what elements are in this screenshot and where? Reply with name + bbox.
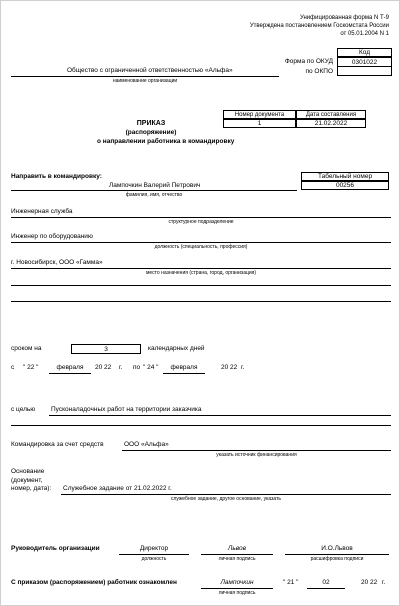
tab-number-header (301, 172, 389, 181)
order-subtitle: (распоряжение) (125, 129, 177, 136)
position-underline (11, 242, 391, 243)
basis-caption: служебное задание, другое основание, указать (170, 496, 281, 502)
order-title: ПРИКАЗ (136, 120, 166, 127)
doc-date-cell (296, 119, 366, 128)
term-label: сроком на (11, 345, 42, 352)
purpose-underline (49, 415, 391, 416)
doc-number-header (223, 110, 296, 119)
head-signature-underline (201, 554, 273, 555)
head-position: Директор (139, 545, 169, 552)
organization-name: Общество с ограниченной ответственностью «Альфа» (67, 67, 233, 74)
term-days-cell (71, 344, 141, 354)
tab-number-cell (301, 181, 389, 190)
acquainted-day: " 21 " (283, 579, 299, 586)
to-year: 20 22 (221, 364, 238, 371)
purpose-extra-line (11, 425, 391, 426)
doc-number-value: 1 (257, 120, 262, 127)
term-days-label: календарных дней (148, 345, 205, 352)
from-year: 20 22 (95, 364, 112, 371)
department-underline (11, 217, 391, 218)
destination-caption: место назначения (страна, город, организация) (145, 270, 257, 276)
doc-date-value: 21.02.2022 (314, 120, 348, 127)
from-prefix: с (11, 364, 15, 371)
basis-label-3: номер, дата): (11, 485, 52, 492)
tab-number-header-label: Табельный номер (317, 173, 373, 180)
acquainted-year: 20 22 (361, 579, 378, 586)
organization-caption: наименование организации (112, 78, 178, 84)
head-decoding-underline (285, 554, 389, 555)
funding-caption: указать источник финансирования (216, 452, 297, 458)
to-month: февраля (170, 364, 198, 371)
acquainted-month-underline (307, 588, 345, 589)
acquainted-signature-caption: личная подпись (218, 590, 256, 596)
employee-name-caption: фамилия, имя, отчество (125, 192, 183, 198)
funding-underline (122, 450, 391, 451)
doc-date-header-label: Дата составления (305, 111, 357, 118)
okpo-cell (337, 66, 392, 76)
okpo-label: по ОКПО (305, 68, 333, 75)
head-position-caption: должность (141, 556, 167, 562)
destination-value: г. Новосибирск, ООО «Гамма» (11, 259, 103, 266)
basis-underline (61, 494, 391, 495)
form-title: Унифицированная форма N Т-9 (299, 15, 389, 21)
purpose-value: Пусконаладочных работ на территории заказчика (51, 406, 202, 413)
from-day: " 22 " (23, 364, 39, 371)
acquainted-signature: Лампочкин (220, 579, 254, 586)
destination-underline (11, 268, 391, 269)
from-month: февраля (56, 364, 84, 371)
basis-value: Служебное задание от 21.02.2022 г. (63, 485, 172, 492)
basis-label-2: (документ, (11, 477, 43, 484)
head-decoding: И.О.Львов (321, 545, 353, 552)
tab-number-value: 00256 (335, 182, 355, 189)
okud-value: 0301022 (351, 58, 378, 66)
order-purpose-title: о направлении работника в командировку (97, 138, 235, 145)
from-year-suffix: г. (119, 364, 123, 371)
employee-name: Лампочкин Валерий Петрович (109, 182, 201, 189)
okud-label: Форма по ОКУД (284, 58, 333, 65)
acquainted-month: 02 (322, 579, 330, 586)
acquainted-year-suffix: г. (382, 579, 386, 586)
to-day: " 24 " (143, 364, 159, 371)
code-header-label: Код (358, 49, 371, 56)
approved-text: Утверждена постановлением Госкомстата России (249, 23, 389, 29)
organization-underline (11, 76, 279, 77)
department-caption: структурное подразделение (168, 219, 234, 225)
acquainted-signature-underline (201, 588, 273, 589)
position-value: Инженер по оборудованию (11, 233, 93, 240)
head-signature-caption: личная подпись (218, 556, 256, 562)
funding-value: ООО «Альфа» (124, 441, 169, 448)
funding-label: Командировка за счет средств (11, 441, 104, 448)
destination-extra-line-2 (11, 301, 391, 302)
head-label: Руководитель организации (11, 545, 100, 552)
head-decoding-caption: расшифровка подписи (310, 556, 364, 562)
purpose-label: с целью (11, 406, 36, 413)
from-month-underline (49, 373, 91, 374)
doc-date-header (296, 110, 366, 119)
direct-label: Направить в командировку: (11, 173, 102, 180)
head-signature: Львов (227, 545, 247, 552)
approved-date: от 05.01.2004 N 1 (340, 31, 389, 37)
employee-name-underline (11, 190, 297, 191)
doc-number-cell (223, 119, 296, 128)
position-caption: должность (специальность, профессия) (154, 244, 248, 250)
to-month-underline (163, 373, 205, 374)
acquainted-label: С приказом (распоряжением) работник ознакомлен (11, 579, 177, 586)
doc-number-header-label: Номер документа (234, 111, 285, 118)
head-position-underline (119, 554, 189, 555)
code-header-cell (337, 48, 392, 57)
to-prefix: по (133, 364, 141, 371)
basis-label-1: Основание (11, 468, 45, 475)
term-days-value: 3 (104, 345, 108, 353)
department-value: Инженерная служба (11, 208, 73, 215)
to-year-suffix: г. (241, 364, 245, 371)
destination-extra-line-1 (11, 285, 391, 286)
